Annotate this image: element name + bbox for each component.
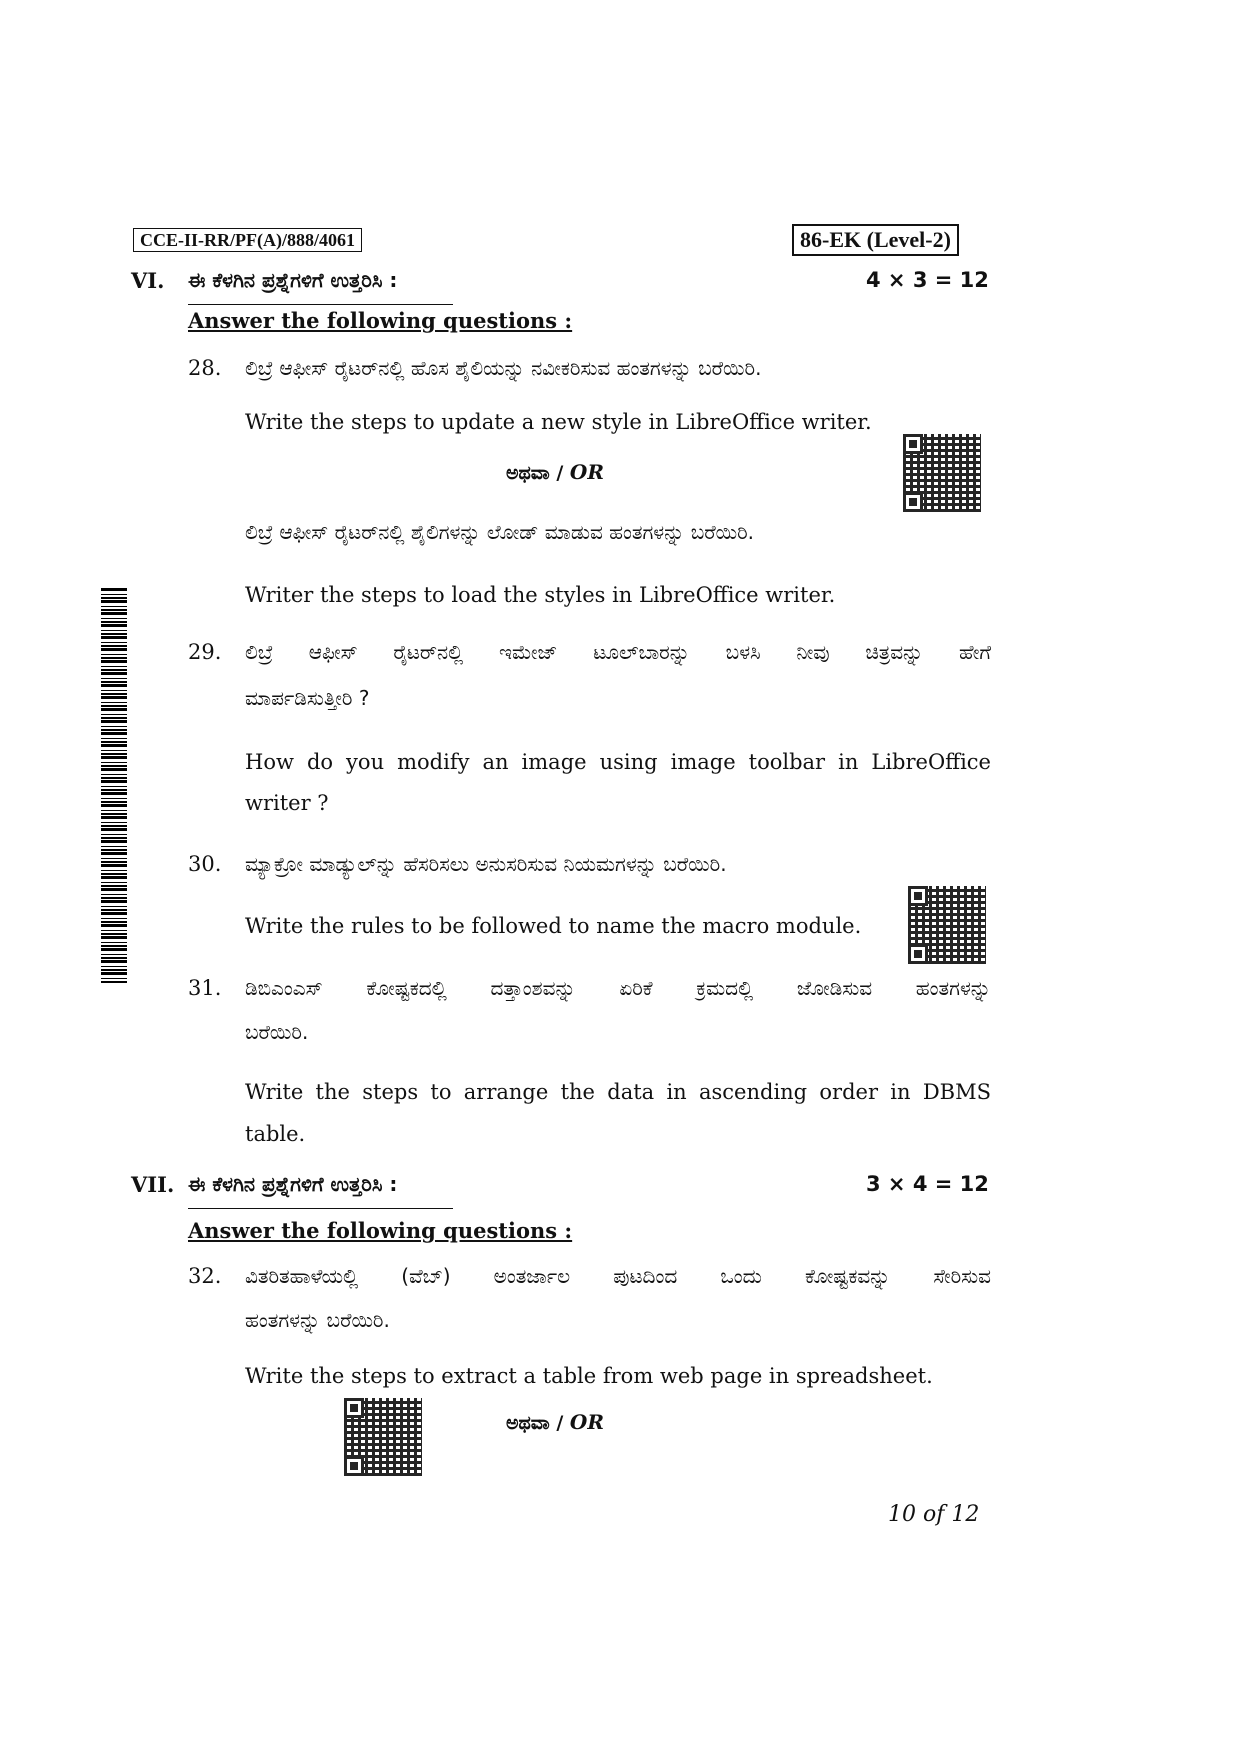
- qr-code-icon: [344, 1398, 422, 1476]
- page-number: 10 of 12: [888, 1502, 980, 1527]
- section-vi-marks: 4 × 3 = 12: [866, 268, 989, 292]
- question-30-en: Write the rules to be followed to name the macro module.: [245, 914, 862, 938]
- question-28-alt-kn: ಲಿಬ್ರೆ ಆಫೀಸ್ ರೈಟರ್‌ನಲ್ಲಿ ಶೈಲಿಗಳನ್ನು ಲೋಡ್ ಮಾಡುವ ಹಂತಗಳನ್ನು ಬರೆಯಿರಿ.: [245, 520, 755, 544]
- section-vii-instruction-kn: ಈ ಕೆಳಗಿನ ಪ್ರಶ್ನೆಗಳಿಗೆ ಉತ್ತರಿಸಿ :: [188, 1172, 398, 1196]
- section-vi-instruction-kn: ಈ ಕೆಳಗಿನ ಪ್ರಶ್ನೆಗಳಿಗೆ ಉತ್ತರಿಸಿ :: [188, 268, 398, 292]
- section-vi-number: VI.: [131, 268, 165, 293]
- qr-code-icon: [908, 886, 986, 964]
- section-vii-divider: [188, 1208, 453, 1209]
- question-32-kn-line2: ಹಂತಗಳನ್ನು ಬರೆಯಿರಿ.: [245, 1308, 390, 1332]
- question-32-kn-line1: ವಿತರಿತಹಾಳೆಯಲ್ಲಿ (ವೆಬ್) ಅಂತರ್ಜಾಲ ಪುಟದಿಂದ ಒಂದು ಕೋಷ್ಟಕವನ್ನು ಸೇರಿಸುವ: [245, 1264, 991, 1288]
- question-31-kn-line2: ಬರೆಯಿರಿ.: [245, 1020, 309, 1044]
- question-28-number: 28.: [188, 356, 222, 380]
- question-29-en-line2: writer ?: [245, 791, 329, 815]
- question-29-kn-line2: ಮಾರ್ಪಡಿಸುತ್ತೀರಿ ?: [245, 686, 370, 710]
- question-30-number: 30.: [188, 852, 222, 876]
- question-28-en: Write the steps to update a new style in LibreOffice writer.: [245, 410, 872, 434]
- question-31-kn-line1: ಡಿಬಿಎಂಎಸ್ ಕೋಷ್ಟಕದಲ್ಲಿ ದತ್ತಾಂಶವನ್ನು ಏರಿಕೆ ಕ್ರಮದಲ್ಲಿ ಜೋಡಿಸುವ ಹಂತಗಳನ್ನು: [245, 976, 991, 1000]
- subject-code: 86-EK (Level-2): [792, 224, 959, 256]
- section-vi-divider: [188, 304, 453, 305]
- question-32-or: ಅಥವಾ / OR: [506, 1410, 604, 1434]
- question-28-or: ಅಥವಾ / OR: [506, 460, 604, 484]
- question-31-en-line2: table.: [245, 1122, 306, 1146]
- barcode-image: [101, 587, 127, 983]
- question-30-kn: ಮ್ಯಾಕ್ರೋ ಮಾಡ್ಯುಲ್‌ನ್ನು ಹೆಸರಿಸಲು ಅನುಸರಿಸುವ ನಿಯಮಗಳನ್ನು ಬರೆಯಿರಿ.: [245, 852, 727, 876]
- qr-code-icon: [903, 434, 981, 512]
- question-32-en: Write the steps to extract a table from web page in spreadsheet.: [245, 1364, 933, 1388]
- question-29-kn-line1: ಲಿಬ್ರೆ ಆಫೀಸ್ ರೈಟರ್‌ನಲ್ಲಿ ಇಮೇಜ್ ಟೂಲ್‌ಬಾರನ್ನು ಬಳಸಿ ನೀವು ಚಿತ್ರವನ್ನು ಹೇಗೆ: [245, 640, 991, 664]
- question-32-number: 32.: [188, 1264, 222, 1288]
- section-vii-number: VII.: [131, 1172, 175, 1197]
- question-29-number: 29.: [188, 640, 222, 664]
- question-28-alt-en: Writer the steps to load the styles in LibreOffice writer.: [245, 583, 836, 607]
- section-vii-marks: 3 × 4 = 12: [866, 1172, 989, 1196]
- section-vii-instruction-en: Answer the following questions :: [188, 1218, 573, 1243]
- question-28-kn: ಲಿಬ್ರೆ ಆಫೀಸ್ ರೈಟರ್‌ನಲ್ಲಿ ಹೊಸ ಶೈಲಿಯನ್ನು ನವೀಕರಿಸುವ ಹಂತಗಳನ್ನು ಬರೆಯಿರಿ.: [245, 356, 762, 380]
- question-29-en-line1: How do you modify an image using image toolbar in LibreOffice: [245, 750, 991, 774]
- question-31-number: 31.: [188, 976, 222, 1000]
- paper-code: CCE-II-RR/PF(A)/888/4061: [133, 228, 362, 252]
- section-vi-instruction-en: Answer the following questions :: [188, 308, 573, 333]
- question-31-en-line1: Write the steps to arrange the data in ascending order in DBMS: [245, 1080, 991, 1104]
